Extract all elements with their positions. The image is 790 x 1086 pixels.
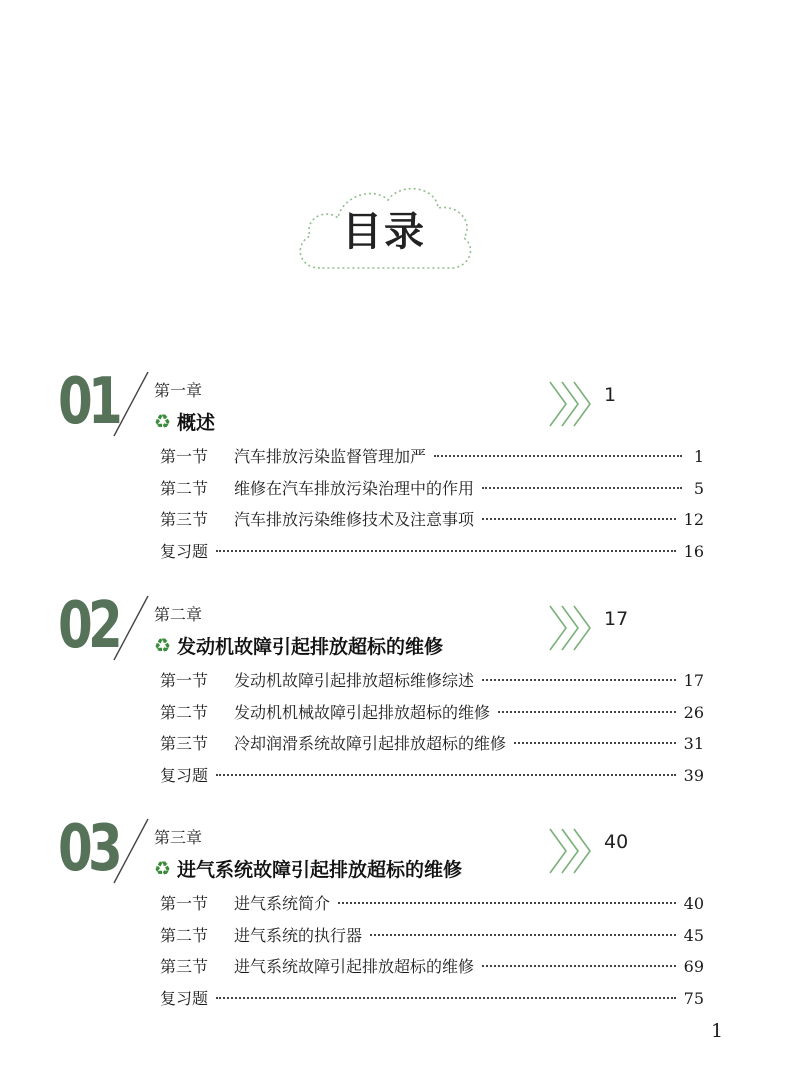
title-cloud bbox=[290, 178, 478, 278]
entry-page: 39 bbox=[683, 765, 704, 785]
section-label: 第二节 bbox=[160, 478, 209, 498]
section-label: 第一节 bbox=[160, 447, 209, 466]
dot-leader bbox=[216, 997, 676, 999]
chapter-page: 1 bbox=[604, 384, 617, 406]
chapter-title-row[interactable] bbox=[154, 632, 443, 659]
entry-title: 维修在汽车排放污染治理中的作用 bbox=[234, 478, 475, 498]
page-number: 1 bbox=[711, 1020, 724, 1042]
entry-title: 汽车排放污染监督管理加严 bbox=[234, 447, 427, 466]
entry-title: 进气系统故障引起排放超标的维修 bbox=[234, 957, 475, 976]
toc-entry[interactable] bbox=[160, 444, 704, 476]
chevron-arrows-icon bbox=[546, 821, 602, 881]
toc-entry[interactable] bbox=[160, 476, 704, 508]
chapter-title-row[interactable] bbox=[154, 408, 215, 435]
toc-entry[interactable] bbox=[160, 700, 704, 732]
entry-title: 发动机故障引起排放超标维修综述 bbox=[234, 671, 475, 690]
chapter-title: 进气系统故障引起排放超标的维修 bbox=[177, 859, 463, 881]
chevron-arrows-icon bbox=[546, 374, 602, 434]
section-label: 第三节 bbox=[160, 510, 209, 529]
dot-leader bbox=[370, 934, 676, 936]
entry-page: 26 bbox=[683, 702, 704, 722]
toc-entry[interactable] bbox=[160, 731, 704, 763]
chapter-label: 第三章 bbox=[154, 828, 203, 847]
chapter-label: 第二章 bbox=[154, 605, 203, 624]
entry-title: 进气系统简介 bbox=[234, 894, 331, 913]
dot-leader bbox=[482, 965, 676, 967]
entry-page: 1 bbox=[693, 447, 704, 466]
toc-entry-review[interactable] bbox=[160, 539, 704, 571]
entry-title: 汽车排放污染维修技术及注意事项 bbox=[234, 510, 475, 529]
entry-list bbox=[160, 444, 704, 570]
entry-title: 复习题 bbox=[160, 541, 209, 561]
chapter-number: 03 bbox=[58, 812, 119, 886]
dot-leader bbox=[482, 487, 682, 489]
chapter-title: 发动机故障引起排放超标的维修 bbox=[177, 636, 444, 658]
entry-page: 75 bbox=[683, 988, 704, 1008]
entry-title: 复习题 bbox=[160, 765, 209, 785]
entry-title: 复习题 bbox=[160, 988, 209, 1008]
dot-leader bbox=[216, 550, 676, 552]
toc-entry[interactable] bbox=[160, 954, 704, 986]
entry-title: 冷却润滑系统故障引起排放超标的维修 bbox=[234, 734, 507, 753]
entry-page: 31 bbox=[683, 734, 704, 753]
entry-page: 17 bbox=[683, 671, 704, 690]
toc-entry[interactable] bbox=[160, 507, 704, 539]
chapter-number: 02 bbox=[58, 589, 119, 663]
entry-page: 5 bbox=[693, 478, 704, 498]
dot-leader bbox=[482, 679, 676, 681]
chapter-number: 01 bbox=[58, 365, 119, 439]
recycle-icon: ♻ bbox=[154, 857, 172, 880]
dot-leader bbox=[498, 711, 676, 713]
entry-page: 12 bbox=[683, 510, 704, 529]
recycle-icon: ♻ bbox=[154, 634, 172, 657]
toc-entry[interactable] bbox=[160, 891, 704, 923]
entry-list bbox=[160, 891, 704, 1017]
entry-page: 40 bbox=[683, 894, 704, 913]
toc-entry[interactable] bbox=[160, 668, 704, 700]
section-label: 第二节 bbox=[160, 925, 209, 945]
entry-title: 发动机机械故障引起排放超标的维修 bbox=[234, 702, 491, 722]
entry-page: 69 bbox=[683, 957, 704, 976]
chapter-page: 17 bbox=[604, 608, 629, 630]
dot-leader bbox=[216, 774, 676, 776]
toc-entry[interactable] bbox=[160, 923, 704, 955]
entry-page: 45 bbox=[683, 925, 704, 945]
section-label: 第一节 bbox=[160, 894, 209, 913]
dot-leader bbox=[338, 902, 676, 904]
chevron-arrows-icon bbox=[546, 598, 602, 658]
chapter-page: 40 bbox=[604, 831, 629, 853]
toc-entry-review[interactable] bbox=[160, 986, 704, 1018]
page-title: 目录 bbox=[342, 209, 426, 255]
dot-leader bbox=[434, 455, 682, 457]
section-label: 第三节 bbox=[160, 734, 209, 753]
entry-list bbox=[160, 668, 704, 794]
entry-title: 进气系统的执行器 bbox=[234, 925, 363, 945]
dot-leader bbox=[514, 742, 676, 744]
entry-page: 16 bbox=[683, 541, 704, 561]
recycle-icon: ♻ bbox=[154, 410, 172, 433]
toc-entry-review[interactable] bbox=[160, 763, 704, 795]
chapter-title-row[interactable] bbox=[154, 855, 462, 882]
section-label: 第一节 bbox=[160, 671, 209, 690]
chapter-title: 概述 bbox=[177, 412, 216, 434]
chapter-label: 第一章 bbox=[154, 381, 203, 400]
slash-decoration-icon bbox=[110, 370, 150, 440]
section-label: 第三节 bbox=[160, 957, 209, 976]
dot-leader bbox=[482, 518, 676, 520]
slash-decoration-icon bbox=[110, 594, 150, 664]
slash-decoration-icon bbox=[110, 817, 150, 887]
section-label: 第二节 bbox=[160, 702, 209, 722]
